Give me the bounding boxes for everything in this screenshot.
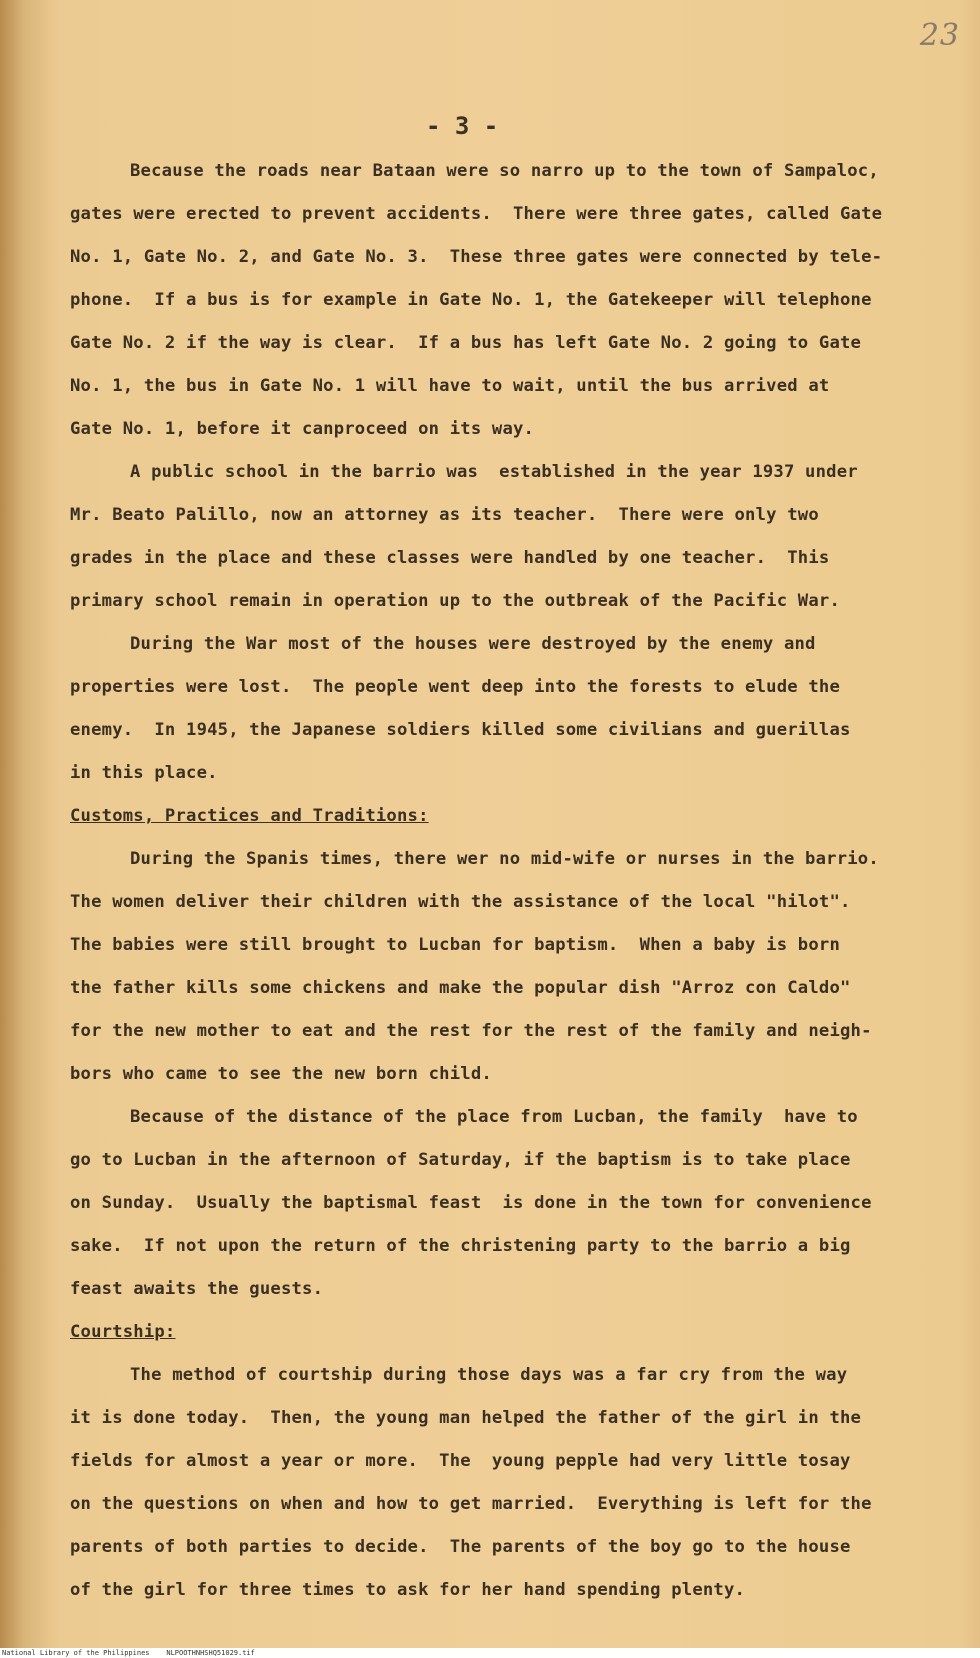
section-heading-courtship: Courtship: <box>70 1322 176 1342</box>
paragraph-roads <box>70 150 950 451</box>
text-line: During the War most of the houses were destroyed by the enemy and <box>130 634 816 654</box>
text-line: parents of both parties to decide. The parents of the boy go to the house <box>70 1537 851 1557</box>
text-line: sake. If not upon the return of the christening party to the barrio a big <box>70 1236 851 1256</box>
text-line: No. 1, the bus in Gate No. 1 will have to wait, until the bus arrived at <box>70 376 830 396</box>
text-line: phone. If a bus is for example in Gate No. 1, the Gatekeeper will telephone <box>70 290 872 310</box>
text-line: Mr. Beato Palillo, now an attorney as its teacher. There were only two <box>70 505 819 525</box>
text-line: for the new mother to eat and the rest for the rest of the family and neigh- <box>70 1021 872 1041</box>
text-line: in this place. <box>70 763 218 783</box>
text-line: of the girl for three times to ask for her hand spending plenty. <box>70 1580 746 1600</box>
text-line: The babies were still brought to Lucban for baptism. When a baby is born <box>70 935 840 955</box>
text-line: Gate No. 1, before it canproceed on its way. <box>70 419 535 439</box>
section-heading-customs: Customs, Practices and Traditions: <box>70 806 429 826</box>
text-line: bors who came to see the new born child. <box>70 1064 492 1084</box>
archive-footer-caption: National Library of the Philippines NLPOOTHNHSHQ51029.tif <box>0 1648 980 1658</box>
text-line: During the Spanis times, there wer no mid-wife or nurses in the barrio. <box>130 849 879 869</box>
text-line: No. 1, Gate No. 2, and Gate No. 3. These three gates were connected by tele- <box>70 247 883 267</box>
paragraph-baptism <box>70 1096 950 1311</box>
text-line: feast awaits the guests. <box>70 1279 324 1299</box>
text-line: primary school remain in operation up to the outbreak of the Pacific War. <box>70 591 840 611</box>
text-line: go to Lucban in the afternoon of Saturday, if the baptism is to take place <box>70 1150 851 1170</box>
text-line: enemy. In 1945, the Japanese soldiers killed some civilians and guerillas <box>70 720 851 740</box>
document-body <box>70 150 950 1612</box>
text-line: Because the roads near Bataan were so narro up to the town of Sampaloc, <box>130 161 879 181</box>
text-line: on Sunday. Usually the baptismal feast is done in the town for convenience <box>70 1193 872 1213</box>
text-line: The method of courtship during those days was a far cry from the way <box>130 1365 848 1385</box>
paragraph-customs <box>70 838 950 1096</box>
text-line: Because of the distance of the place from Lucban, the family have to <box>130 1107 858 1127</box>
text-line: A public school in the barrio was established in the year 1937 under <box>130 462 858 482</box>
text-line: properties were lost. The people went deep into the forests to elude the <box>70 677 840 697</box>
text-line: The women deliver their children with the assistance of the local "hilot". <box>70 892 851 912</box>
paragraph-courtship <box>70 1354 950 1612</box>
archive-page-number: 23 <box>919 18 960 53</box>
text-line: Gate No. 2 if the way is clear. If a bus has left Gate No. 2 going to Gate <box>70 333 862 353</box>
text-line: fields for almost a year or more. The young pepple had very little tosay <box>70 1451 851 1471</box>
text-line: the father kills some chickens and make the popular dish "Arroz con Caldo" <box>70 978 851 998</box>
paragraph-school <box>70 451 950 623</box>
text-line: on the questions on when and how to get married. Everything is left for the <box>70 1494 872 1514</box>
paragraph-war <box>70 623 950 795</box>
text-line: gates were erected to prevent accidents. There were three gates, called Gate <box>70 204 883 224</box>
text-line: grades in the place and these classes were handled by one teacher. This <box>70 548 830 568</box>
text-line: it is done today. Then, the young man helped the father of the girl in the <box>70 1408 862 1428</box>
page-number: - 3 - <box>426 112 499 140</box>
